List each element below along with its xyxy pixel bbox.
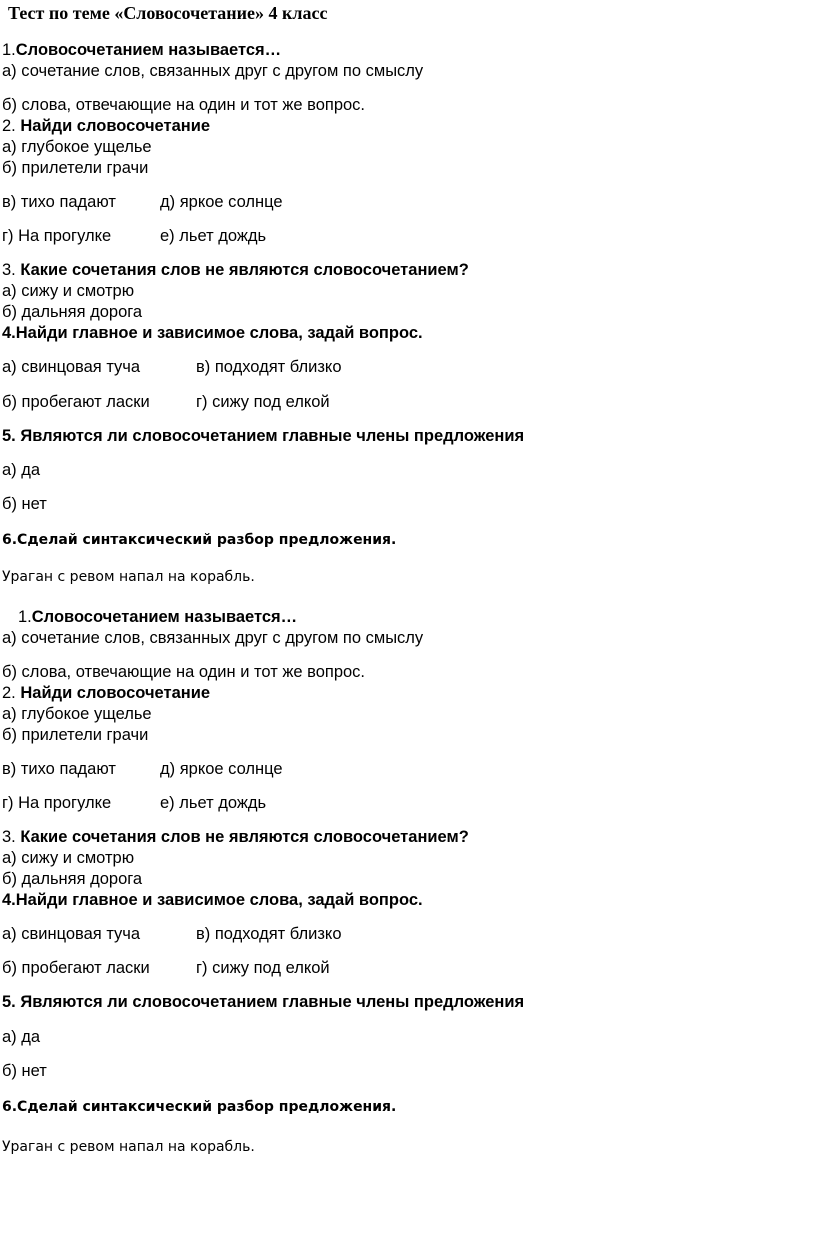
question-3-option-a: а) сижу и смотрю (2, 282, 135, 300)
question-1 (18, 607, 297, 627)
question-6: 6.Сделай синтаксический разбор предложения. (2, 1099, 397, 1115)
question-2-option-b: б) прилетели грачи (2, 726, 149, 744)
question-2-option-e: е) льет дождь (160, 227, 267, 245)
question-2-option-d: д) яркое солнце (160, 193, 283, 211)
question-3 (2, 827, 469, 847)
question-4-option-b: б) пробегают ласки (2, 393, 150, 411)
page-title: Тест по теме «Словосочетание» 4 класс (8, 3, 328, 23)
question-2-option-g: г) На прогулке (2, 227, 112, 245)
question-3-number: 3. (2, 828, 16, 846)
question-2-option-g: г) На прогулке (2, 794, 112, 812)
question-3-option-b: б) дальняя дорога (2, 303, 143, 321)
question-2-option-a: а) глубокое ущелье (2, 138, 152, 156)
question-2 (2, 683, 210, 703)
question-3-number: 3. (2, 261, 16, 279)
analysis-sentence: Ураган с ревом напал на корабль. (2, 569, 255, 585)
question-3 (2, 260, 469, 280)
question-1-number: 1. (18, 608, 32, 626)
question-3-option-b: б) дальняя дорога (2, 870, 143, 888)
question-1-option-b: б) слова, отвечающие на один и тот же вопрос. (2, 663, 366, 681)
question-2 (2, 116, 210, 136)
question-2-option-v: в) тихо падают (2, 760, 116, 778)
question-4-option-g: г) сижу под елкой (196, 959, 330, 977)
question-1-text: Словосочетанием называется… (31, 608, 298, 626)
question-2-text: Найди словосочетание (20, 684, 211, 702)
question-3-option-a: а) сижу и смотрю (2, 849, 135, 867)
question-2-option-a: а) глубокое ущелье (2, 705, 152, 723)
question-1 (2, 40, 281, 60)
question-2-number: 2. (2, 684, 16, 702)
question-4-option-a: а) свинцовая туча (2, 925, 141, 943)
question-1-number: 1. (2, 41, 16, 59)
question-5-option-a: а) да (2, 461, 41, 479)
question-4-option-v: в) подходят близко (196, 358, 342, 376)
question-4: 4.Найди главное и зависимое слова, задай вопрос. (2, 324, 423, 342)
question-6: 6.Сделай синтаксический разбор предложения. (2, 532, 397, 548)
question-2-option-v: в) тихо падают (2, 193, 116, 211)
question-5-option-b: б) нет (2, 495, 47, 513)
question-5-option-b: б) нет (2, 1062, 47, 1080)
analysis-sentence: Ураган с ревом напал на корабль. (2, 1139, 255, 1155)
question-2-option-d: д) яркое солнце (160, 760, 283, 778)
question-5: 5. Являются ли словосочетанием главные члены предложения (2, 427, 525, 445)
question-4-option-b: б) пробегают ласки (2, 959, 150, 977)
question-5: 5. Являются ли словосочетанием главные члены предложения (2, 993, 525, 1011)
question-1-option-b: б) слова, отвечающие на один и тот же вопрос. (2, 96, 366, 114)
question-3-text: Какие сочетания слов не являются словосочетанием? (15, 828, 469, 846)
question-4-option-a: а) свинцовая туча (2, 358, 141, 376)
question-1-text: Словосочетанием называется… (15, 41, 282, 59)
question-1-option-a: а) сочетание слов, связанных друг с другом по смыслу (2, 62, 424, 80)
question-2-option-e: е) льет дождь (160, 794, 267, 812)
question-5-option-a: а) да (2, 1028, 41, 1046)
question-4: 4.Найди главное и зависимое слова, задай вопрос. (2, 891, 423, 909)
question-1-option-a: а) сочетание слов, связанных друг с другом по смыслу (2, 629, 424, 647)
question-4-option-g: г) сижу под елкой (196, 393, 330, 411)
question-4-option-v: в) подходят близко (196, 925, 342, 943)
question-2-option-b: б) прилетели грачи (2, 159, 149, 177)
question-2-number: 2. (2, 117, 16, 135)
question-3-text: Какие сочетания слов не являются словосочетанием? (15, 261, 469, 279)
question-2-text: Найди словосочетание (20, 117, 211, 135)
